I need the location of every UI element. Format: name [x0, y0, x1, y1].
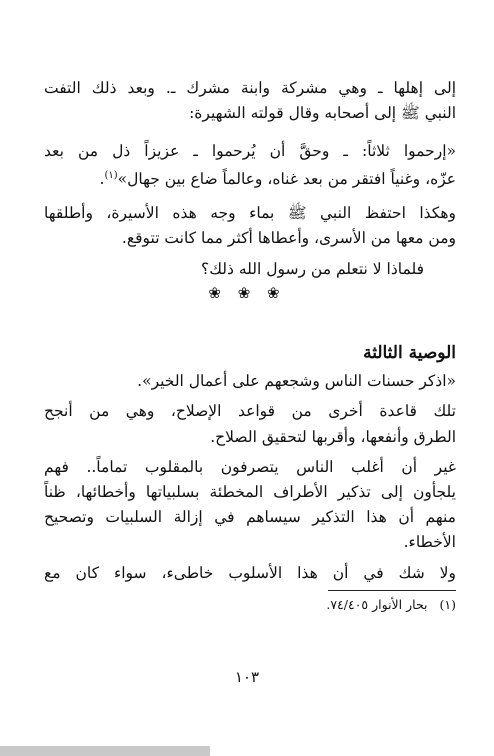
paragraph-3-line-1: وهكذا احتفظ النبي ﷺ بماء وجه هذه الأسيرة، وأطلقها: [44, 204, 456, 222]
page-scan-edge: [0, 746, 210, 756]
paragraph-2-line-2-text: عزّه، وغنياً افتقر من بعد غناه، وعالماً ضاع بين جهال»: [117, 170, 456, 189]
footnote-reference-mark: (١): [104, 170, 118, 181]
page-number: ١٠٣: [234, 668, 260, 686]
paragraph-7-line-3: منهم أن هذا التذكير سيساهم في إزالة السلبيات وتصحيح: [44, 508, 456, 526]
paragraph-6-line-1: تلك قاعدة أخرى من قواعد الإصلاح، وهي من أنجح: [44, 402, 456, 420]
footnote-text: بحار الأنوار ٧٤/٤٠٥.: [326, 597, 428, 612]
paragraph-7-line-2: يلجأون إلى تذكير الأطراف المخطئة بسلبياتها وأخطائها، ظناً: [44, 483, 456, 501]
paragraph-7-line-1: غير أن أغلب الناس يتصرفون بالمقلوب تماماً.. فهم: [44, 458, 456, 476]
footnote: [44, 597, 456, 612]
paragraph-2-line-1: «إرحموا ثلاثاً: ـ وحقَّ أن يُرحموا ـ عزيزاً ذل من بعد: [44, 142, 456, 160]
ornament-divider: ❀ ❀ ❀: [208, 284, 286, 302]
paragraph-1-line-2: النبي ﷺ إلى أصحابه وقال قولته الشهيرة:: [189, 104, 456, 122]
footnote-separator: [328, 590, 456, 591]
paragraph-3-line-2: ومن معها من الأسرى، وأعطاها أكثر مما كانت تتوقع.: [121, 229, 456, 247]
paragraph-6-line-2: الطرق وأنفعها، وأقربها لتحقيق الصلاح.: [210, 428, 456, 446]
paragraph-1-line-1: إلى إهلها ـ وهي مشركة وابنة مشرك ـ. وبعد ذلك التفت: [44, 79, 456, 97]
paragraph-4-line: فلماذا لا نتعلم من رسول الله ذلك؟: [201, 260, 424, 278]
paragraph-8-line-1: ولا شك في أن هذا الأسلوب خاطىء، سواء كان مع: [44, 564, 456, 582]
paragraph-7-line-4: الأخطاء.: [403, 533, 456, 551]
paragraph-2-line-2: [44, 165, 456, 189]
footnote-mark: (١): [439, 597, 456, 612]
period: .: [99, 170, 105, 189]
section-title: الوصية الثالثة: [363, 343, 456, 363]
paragraph-5-line: «اذكر حسنات الناس وشجعهم على أعمال الخير».: [137, 372, 456, 390]
